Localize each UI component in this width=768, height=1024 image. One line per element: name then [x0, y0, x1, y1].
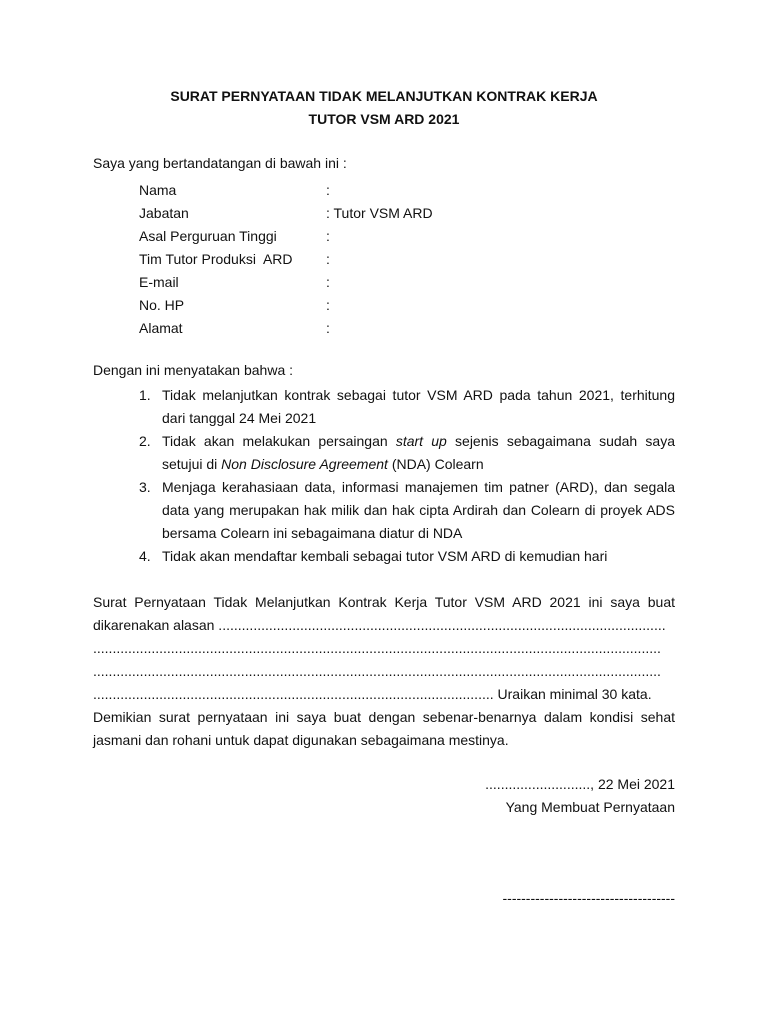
list-item [139, 384, 675, 430]
text-segment: sejenis sebagaimana sudah saya setujui di [162, 433, 675, 472]
italic-term: Non Disclosure Agreement [221, 456, 388, 472]
field-label: Tim Tutor Produksi ARD [139, 251, 293, 267]
signature-role: Yang Membuat Pernyataan [505, 799, 675, 815]
closing-paragraph: Demikian surat pernyataan ini saya buat dengan sebenar-benarnya dalam kondisi sehat jasmani dan rohani untuk dapat digunakan sebagaimana mestinya. [93, 709, 675, 748]
field-value: : [326, 297, 330, 313]
field-label: No. HP [139, 297, 185, 313]
reason-line-5: ....................................................................................................... Uraikan minimal 30 kata. [93, 686, 652, 702]
document-subtitle: TUTOR VSM ARD 2021 [308, 111, 460, 127]
list-number: 3. [139, 479, 151, 495]
field-value: : [326, 251, 330, 267]
document-title: SURAT PERNYATAAN TIDAK MELANJUTKAN KONTRAK KERJA [170, 88, 598, 104]
list-number: 1. [139, 387, 151, 403]
list-item [139, 545, 675, 568]
field-row-nama [139, 179, 679, 202]
list-item [139, 476, 675, 545]
field-label: Alamat [139, 320, 183, 336]
identity-fields [139, 179, 679, 340]
reason-line-2: dikarenakan alasan ................................................................................................................... [93, 617, 666, 633]
text-segment: Tidak akan melakukan persaingan [162, 433, 396, 449]
list-number: 2. [139, 433, 151, 449]
field-value: : [326, 182, 330, 198]
field-row-perguruan-tinggi [139, 225, 679, 248]
signature-line: ------------------------------------- [502, 890, 675, 906]
field-label: Nama [139, 182, 177, 198]
italic-term: start up [395, 433, 447, 449]
field-label: Jabatan [139, 205, 189, 221]
list-item-text: Tidak akan mendaftar kembali sebagai tutor VSM ARD di kemudian hari [162, 548, 608, 564]
field-value: : [326, 274, 330, 290]
list-item-text: Tidak melanjutkan kontrak sebagai tutor VSM ARD pada tahun 2021, terhitung dari tanggal 24 Mei 2021 [162, 387, 675, 426]
field-row-tim-tutor [139, 248, 679, 271]
signature-date: ..........................., 22 Mei 2021 [485, 776, 675, 792]
field-row-no-hp [139, 294, 679, 317]
field-label: Asal Perguruan Tinggi [139, 228, 277, 244]
reason-line-4: .................................................................................................................................................. [93, 663, 661, 679]
field-value: : [326, 320, 330, 336]
field-value: : [326, 228, 330, 244]
intro-text: Saya yang bertandatangan di bawah ini : [93, 155, 347, 171]
reason-line-3: .................................................................................................................................................. [93, 640, 661, 656]
field-value: : Tutor VSM ARD [326, 205, 433, 221]
statement-intro: Dengan ini menyatakan bahwa : [93, 362, 294, 378]
list-item [139, 430, 675, 476]
list-item-text: Menjaga kerahasiaan data, informasi manajemen tim patner (ARD), dan segala data yang merupakan hak milik dan hak cipta Ardirah dan Colearn di proyek ADS bersama Colearn ini sebagaimana diatur di NDA [162, 479, 675, 541]
field-label: E-mail [139, 274, 179, 290]
reason-line-1: Surat Pernyataan Tidak Melanjutkan Kontrak Kerja Tutor VSM ARD 2021 ini saya buat [93, 594, 675, 610]
field-row-alamat [139, 317, 679, 340]
statement-list [139, 384, 675, 568]
field-row-jabatan [139, 202, 679, 225]
list-item-text [162, 430, 675, 476]
field-row-email [139, 271, 679, 294]
list-number: 4. [139, 548, 151, 564]
text-segment: (NDA) Colearn [387, 456, 484, 472]
